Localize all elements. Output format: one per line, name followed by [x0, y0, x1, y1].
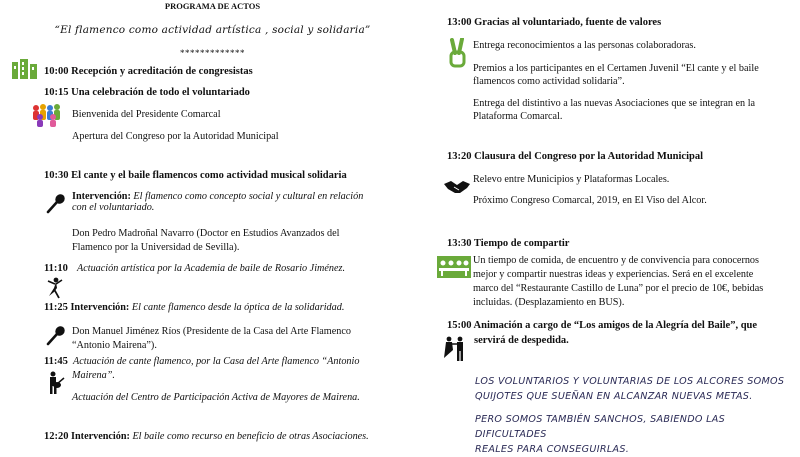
- distinctive-block: [473, 97, 793, 123]
- performance-text: Actuación de cante flamenco, por la Casa del Arte flamenco “Antonio: [73, 356, 360, 367]
- speaker-line-1: Don Pedro Madroñal Navarro (Doctor en Estudios Avanzados del: [72, 228, 340, 239]
- opening-line: Apertura del Congreso por la Autoridad Municipal: [72, 131, 279, 142]
- dancing-couple-icon: [443, 336, 467, 362]
- welcome-line: Bienvenida del Presidente Comarcal: [72, 109, 221, 120]
- speaker-1030: [72, 227, 422, 255]
- sharing-line-3: marco del “Restaurante Castillo de Luna” por el precio de 10€, bebidas: [473, 283, 764, 294]
- building-icon: [11, 58, 39, 80]
- relay-line: Relevo entre Municipios y Plataformas Locales.: [473, 174, 670, 185]
- speaker-line-1: Don Manuel Jiménez Ríos (Presidente de la Casa del Arte Flamenco: [72, 326, 351, 337]
- speaker-line-2: Flamenco por la Universidad de Sevilla).: [72, 242, 240, 253]
- performance-1110: Actuación artística por la Academia de baile de Rosario Jiménez.: [77, 263, 346, 274]
- microphone-icon: [45, 325, 67, 347]
- time-1110: 11:10: [44, 263, 68, 274]
- closing-line-1: LOS VOLUNTARIOS Y VOLUNTARIAS DE LOS ALCORES SOMOS: [475, 376, 785, 387]
- prizes-line-2: flamencos como actividad solidaria”.: [473, 76, 625, 87]
- prizes-block: [473, 62, 793, 88]
- session-1500-line-1: 15:00 Animación a cargo de “Los amigos de la Alegría del Baile”, que: [447, 320, 758, 331]
- people-group-icon: [30, 103, 64, 127]
- sharing-line-2: mejor y compartir nuestras ideas y experiencias. Será en el excelente: [473, 269, 754, 280]
- dancer-icon: [45, 277, 65, 299]
- sharing-line-4: incluidas. (Desplazamiento en BUS).: [473, 297, 625, 308]
- session-1030: 10:30 El cante y el baile flamencos como actividad musical solidaria: [44, 170, 347, 181]
- recognitions-line: Entrega reconocimientos a las personas colaboradoras.: [473, 40, 696, 51]
- intervention-1125: [44, 302, 344, 313]
- intervention-label: Intervención:: [70, 302, 130, 313]
- prizes-line-1: Premios a los participantes en el Certamen Juvenil “El cante y el baile: [473, 63, 759, 74]
- session-1015: 10:15 Una celebración de todo el voluntariado: [44, 87, 250, 98]
- distinctive-line-2: Plataforma Comarcal.: [473, 111, 563, 122]
- session-1500: [447, 318, 792, 348]
- community-meal-icon: [437, 256, 471, 278]
- session-1330: 13:30 Tiempo de compartir: [447, 238, 570, 249]
- intervention-1220: [44, 431, 369, 442]
- performance-1145: [44, 355, 424, 383]
- session-1320: 13:20 Clausura del Congreso por la Autoridad Municipal: [447, 151, 704, 162]
- speaker-line-2: “Antonio Mairena”).: [72, 340, 157, 351]
- session-1300: 13:00 Gracias al voluntariado, fuente de valores: [447, 17, 662, 28]
- intervention-text: El baile como recurso en beneficio de otras Asociaciones.: [129, 431, 369, 442]
- intervention-1030: [72, 191, 422, 213]
- time-1220: 12:20: [44, 431, 69, 442]
- performance-text-cont: Mairena”.: [72, 370, 115, 381]
- peace-hand-icon: [447, 38, 469, 72]
- intervention-label: Intervención:: [71, 431, 130, 442]
- distinctive-line-1: Entrega del distintivo a las nuevas Asociaciones que se integran en la: [473, 98, 756, 109]
- microphone-icon: [45, 193, 67, 215]
- intervention-text: El cante flamenco desde la óptica de la solidaridad.: [129, 302, 345, 313]
- stars-divider: *************: [180, 48, 245, 58]
- time-1145: 11:45: [44, 356, 68, 367]
- closing-quote-1: [475, 374, 784, 404]
- next-congress-line: Próximo Congreso Comarcal, 2019, en El Viso del Alcor.: [473, 195, 707, 206]
- intervention-label: Intervención:: [72, 191, 131, 202]
- closing-quote-2: [475, 412, 800, 457]
- centro-mayores-line: Actuación del Centro de Participación Activa de Mayores de Mairena.: [72, 392, 360, 403]
- sharing-line-1: Un tiempo de comida, de encuentro y de convivencia para conocernos: [473, 255, 759, 266]
- motto: “El flamenco como actividad artística , social y solidaria”: [54, 24, 371, 36]
- closing-line-4: REALES PARA CONSEGUIRLAS.: [475, 444, 630, 455]
- closing-line-3: PERO SOMOS TAMBIÉN SANCHOS, SABIENDO LAS DIFICULTADES: [475, 414, 726, 440]
- time-1125: 11:25: [44, 302, 68, 313]
- speaker-1125: [72, 325, 422, 353]
- guitarist-icon: [44, 371, 66, 395]
- intervention-text: El flamenco como concepto social y cultural en relación: [130, 191, 364, 202]
- session-1500-line-2: servirá de despedida.: [474, 335, 569, 346]
- closing-line-2: QUIJOTES QUE SUEÑAN EN ALCANZAR NUEVAS METAS.: [475, 391, 753, 402]
- handshake-icon: [443, 178, 471, 196]
- program-title: PROGRAMA DE ACTOS: [164, 1, 261, 11]
- intervention-text-cont: con el voluntariado.: [72, 202, 155, 213]
- session-1000: 10:00 Recepción y acreditación de congresistas: [44, 66, 253, 77]
- sharing-block: [473, 254, 798, 310]
